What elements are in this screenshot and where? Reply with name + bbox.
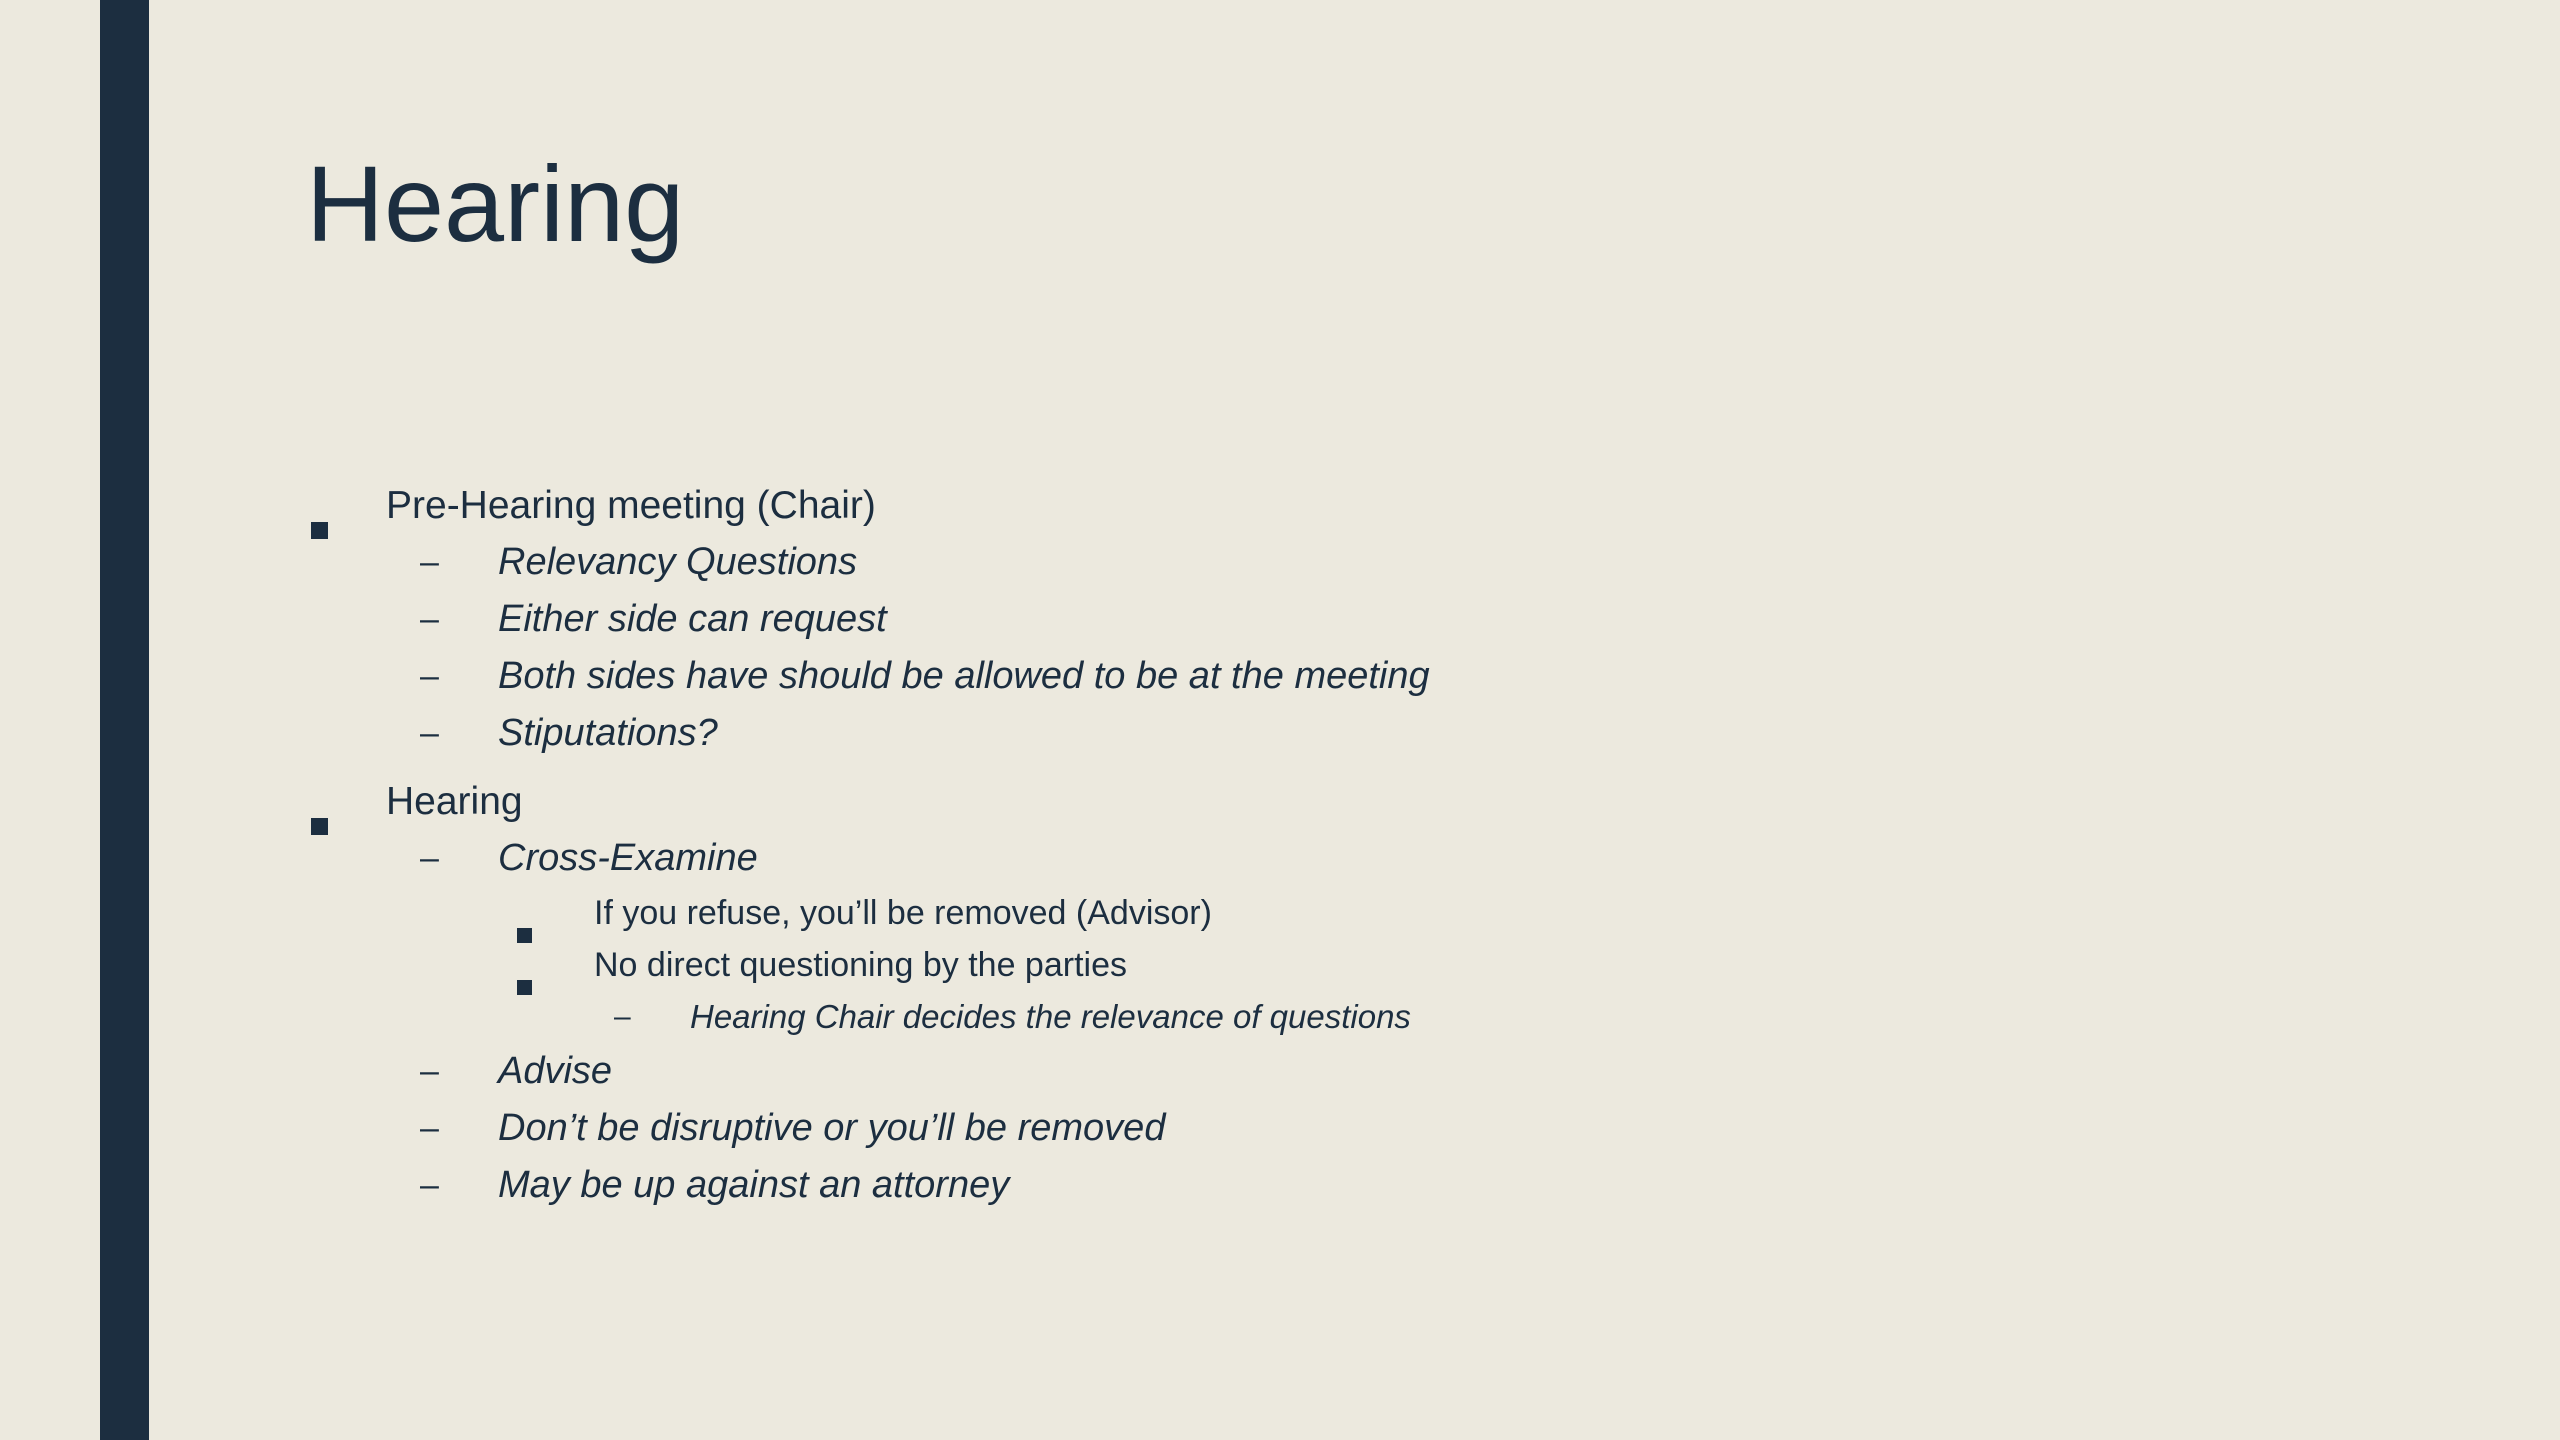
accent-bar — [100, 0, 149, 1440]
bullet-text: Pre-Hearing meeting (Chair) — [386, 484, 876, 527]
dash-bullet-icon: – — [420, 1109, 439, 1147]
bullet-text: Both sides have should be allowed to be at the meeting — [498, 655, 1430, 697]
bullet-text: Hearing — [386, 780, 523, 823]
bullet-text: Don’t be disruptive or you’ll be removed — [498, 1107, 1166, 1149]
sub-sub-bullet-item — [306, 939, 2406, 991]
bullet-text: May be up against an attorney — [498, 1164, 1010, 1206]
sub-bullet-item — [306, 1100, 2406, 1157]
dash-bullet-icon: – — [420, 600, 439, 638]
sub-bullet-item — [306, 1043, 2406, 1100]
dash-bullet-icon: – — [420, 1052, 439, 1090]
bullet-text: Hearing Chair decides the relevance of questions — [690, 998, 1411, 1035]
bullet-text: Advise — [498, 1050, 613, 1092]
bullet-list — [306, 478, 2406, 1214]
bullet-text: If you refuse, you’ll be removed (Advisor) — [594, 894, 1212, 932]
bullet-text: Either side can request — [498, 598, 887, 640]
dash-bullet-icon: – — [420, 657, 439, 695]
dash-bullet-icon: – — [420, 714, 439, 752]
bullet-text: No direct questioning by the parties — [594, 946, 1127, 984]
bullet-text: Cross-Examine — [498, 837, 758, 879]
dash-bullet-icon: – — [420, 839, 439, 877]
level4-bullet-item — [306, 991, 2406, 1043]
sub-bullet-item — [306, 591, 2406, 648]
bullet-item — [306, 478, 2406, 534]
sub-bullet-item — [306, 648, 2406, 705]
dash-bullet-icon: – — [614, 1000, 631, 1033]
sub-sub-bullet-item — [306, 887, 2406, 939]
slide-title: Hearing — [306, 143, 685, 264]
sub-bullet-item — [306, 1157, 2406, 1214]
sub-bullet-item — [306, 534, 2406, 591]
bullet-item — [306, 774, 2406, 830]
bullet-text: Relevancy Questions — [498, 541, 858, 583]
sub-bullet-item — [306, 705, 2406, 762]
dash-bullet-icon: – — [420, 1166, 439, 1204]
dash-bullet-icon: – — [420, 543, 439, 581]
bullet-text: Stiputations? — [498, 712, 718, 754]
sub-bullet-item — [306, 830, 2406, 887]
